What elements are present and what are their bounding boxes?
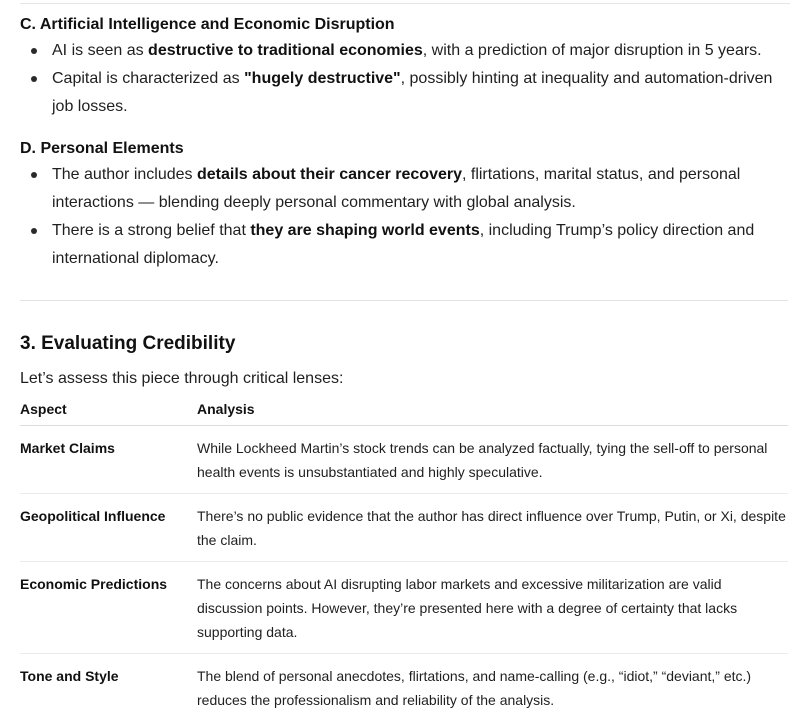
section-c-list [20,37,788,121]
section-c-heading: C. Artificial Intelligence and Economic Disruption [20,13,788,37]
list-item [20,65,788,121]
bullet-emphasis: details about their cancer recovery [197,166,462,183]
bullet-text: There is a strong belief that [52,222,250,239]
bullet-text: The author includes [52,166,197,183]
section-d-heading: D. Personal Elements [20,137,788,161]
bullet-text: AI is seen as [52,42,148,59]
bullet-text: , flirtations, marital status, and personal interactions — blending deeply personal commentary with global analysis. [52,166,740,211]
bullet-text: , including Trump’s policy direction and international diplomacy. [52,222,754,267]
table-row [20,562,788,654]
bullet-dot-icon [31,48,37,54]
bullet-dot-icon [31,76,37,82]
table-row [20,654,788,721]
analysis-cell: While Lockheed Martin’s stock trends can be analyzed factually, tying the sell-off to personal health events is unsubstantiated and highly speculative. [197,426,788,494]
aspect-cell: Market Claims [20,426,197,494]
bullet-emphasis: "hugely destructive" [244,70,401,87]
table-header-row [20,393,788,426]
analysis-cell: There’s no public evidence that the author has direct influence over Trump, Putin, or Xi, despite the claim. [197,494,788,562]
aspect-cell: Economic Predictions [20,562,197,654]
column-header-aspect: Aspect [20,393,197,426]
section-3-intro: Let’s assess this piece through critical lenses: [20,367,788,391]
list-item [20,217,788,273]
column-header-analysis: Analysis [197,393,788,426]
table-row [20,426,788,494]
bullet-text: , possibly hinting at inequality and automation-driven job losses. [52,70,772,115]
analysis-cell: The concerns about AI disrupting labor markets and excessive militarization are valid discussion points. However, they’re presented here with a degree of certainty that lacks supporting data. [197,562,788,654]
list-item [20,37,788,65]
bullet-text: , with a prediction of major disruption in 5 years. [423,42,762,59]
bullet-emphasis: they are shaping world events [250,222,479,239]
credibility-table [20,393,788,721]
bullet-text: Capital is characterized as [52,70,244,87]
aspect-cell: Geopolitical Influence [20,494,197,562]
bullet-dot-icon [31,228,37,234]
section-3-title: 3. Evaluating Credibility [20,330,788,358]
bullet-emphasis: destructive to traditional economies [148,42,423,59]
top-divider [20,3,790,4]
aspect-cell: Tone and Style [20,654,197,721]
bullet-dot-icon [31,172,37,178]
table-row [20,494,788,562]
list-item [20,161,788,217]
section-d-list [20,161,788,273]
message-content [20,13,788,721]
analysis-cell: The blend of personal anecdotes, flirtations, and name-calling (e.g., “idiot,” “deviant,” etc.) reduces the professionalism and reliability of the analysis. [197,654,788,721]
